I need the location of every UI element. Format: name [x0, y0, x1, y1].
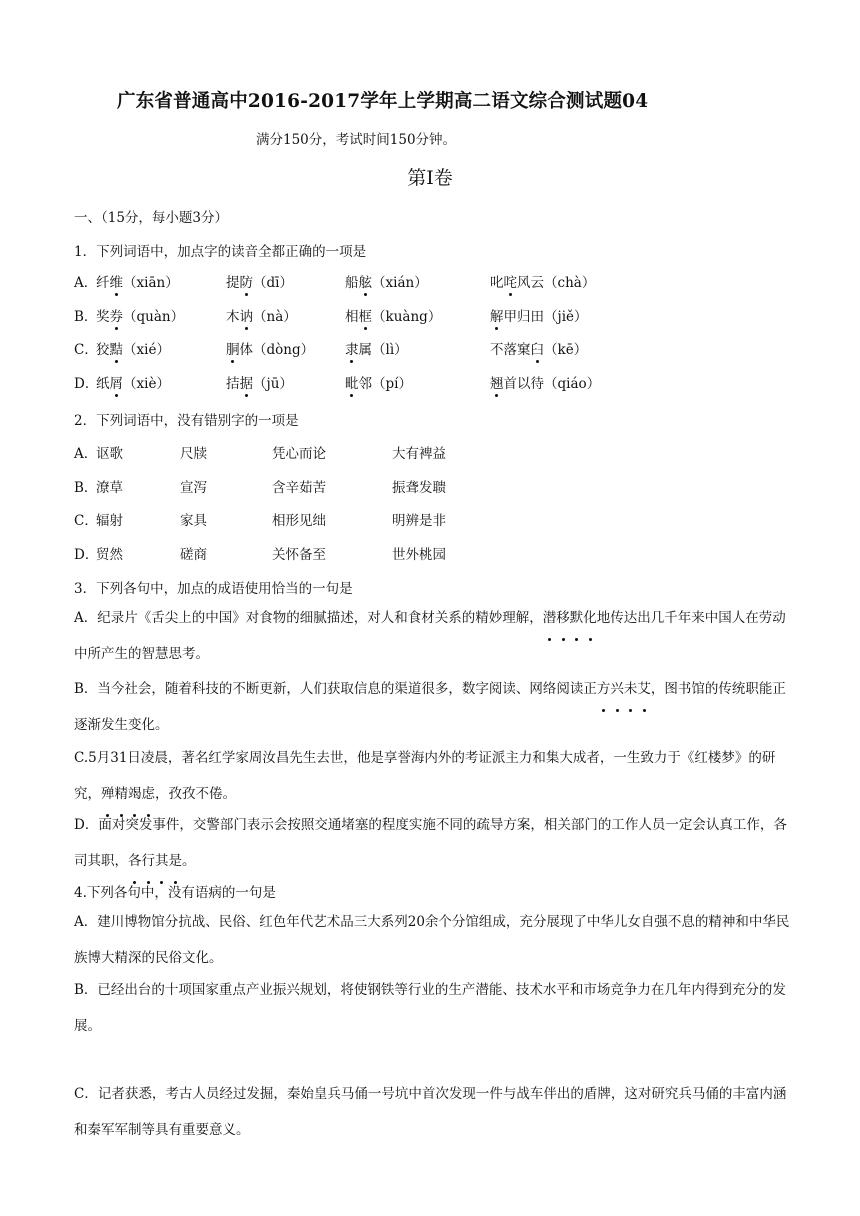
q1-option-row-0-col-4: 叱咤风云（chà）	[490, 271, 595, 291]
q2-option-row-3-col-0: D．	[74, 546, 99, 563]
dotted-idiom: 正方兴未艾	[583, 681, 651, 697]
q1-option-row-1-col-4: 解甲归田（jiě）	[490, 305, 588, 325]
q1-option-row-0-col-2: 提防（dī）	[226, 271, 293, 291]
q3-option-b: B．当今社会，随着科技的不断更新，人们获取信息的渠道很多，数字阅读、网络阅读正方兴未艾，图书馆的传统职能正逐渐发生变化。	[74, 671, 794, 743]
q1-option-row-3-col-2: 拮据（jū）	[226, 372, 293, 392]
q2-option-row-3-col-2: 磋商	[180, 546, 207, 563]
q2-option-row-0-col-2: 尺牍	[180, 446, 207, 462]
q2-option-row-2-col-4: 明辨是非	[392, 513, 446, 529]
q2-option-row-3-col-4: 世外桃园	[392, 546, 446, 563]
q1-option-row-2-col-0: C．	[74, 342, 98, 358]
q1-option-row-0-col-1: 纤维（xiān）	[96, 271, 179, 291]
q3-option-c: C.5月31日凌晨，著名红学家周汝昌先生去世，他是享誉海内外的考证派主力和集大成者，一生致力于《红楼梦》的研究，殚精竭虑，孜孜不倦。	[74, 740, 794, 812]
q2-option-row-1-col-0: B．	[74, 479, 98, 496]
q2-option-row-0-col-0: A．	[74, 446, 98, 462]
q1-option-row-2-col-3: 隶属（lì）	[345, 338, 408, 358]
q1-option-row-3-col-0: D．	[74, 375, 99, 392]
q1-option-row-0-col-0: A．	[74, 275, 98, 291]
q2-option-row-2-col-0: C．	[74, 513, 98, 529]
q2-option-row-1-col-1: 潦草	[96, 479, 123, 496]
q3-stem: 3．下列各句中，加点的成语使用恰当的一句是	[74, 581, 353, 597]
section-heading: 一、（15分，每小题3分）	[74, 210, 229, 226]
q4-option-b: B．已经出台的十项国家重点产业振兴规划，将使钢铁等行业的生产潜能、技术水平和市场竞争力在几年内得到充分的发展。	[74, 982, 786, 1034]
q2-option-row-3-col-3: 关怀备至	[272, 546, 326, 563]
volume-heading: 第Ⅰ卷	[407, 167, 453, 189]
dotted-idiom: 潜移默化	[543, 610, 597, 626]
q1-option-row-1-col-2: 木讷（nà）	[226, 305, 297, 325]
q2-option-row-1-col-4: 振聋发聩	[392, 479, 446, 496]
q1-option-row-3-col-4: 翘首以待（qiáo）	[490, 372, 600, 392]
q1-option-row-2-col-1: 狡黠（xié）	[96, 338, 170, 358]
q3-option-a: A．纪录片《舌尖上的中国》对食物的细腻描述，对人和食材关系的精妙理解，潜移默化地传达出几千年来中国人在劳动中所产生的智慧思考。	[74, 600, 794, 672]
q1-option-row-0-col-3: 船舷（xián）	[345, 271, 428, 291]
q2-option-row-1-col-3: 含辛茹苦	[272, 479, 326, 496]
q2-option-row-2-col-1: 辐射	[96, 513, 123, 529]
q1-option-row-1-col-3: 相框（kuàng）	[345, 305, 441, 325]
q2-option-row-2-col-2: 家具	[180, 513, 207, 529]
q4-option-c: C．记者获悉，考古人员经过发掘，秦始皇兵马俑一号坑中首次发现一件与战车伴出的盾牌，这对研究兵马俑的丰富内涵和秦军军制等具有重要意义。	[74, 1086, 787, 1138]
q2-option-row-1-col-2: 宣泻	[180, 479, 207, 496]
q2-option-row-0-col-3: 凭心而论	[272, 446, 326, 462]
q2-option-row-0-col-1: 讴歌	[96, 446, 123, 462]
q2-stem: 2．下列词语中，没有错别字的一项是	[74, 413, 299, 429]
q1-option-row-2-col-4: 不落窠臼（kē）	[490, 338, 587, 358]
q1-option-row-1-col-0: B．	[74, 308, 98, 325]
q2-option-row-0-col-4: 大有裨益	[392, 446, 446, 462]
q2-option-row-3-col-1: 贸然	[96, 546, 123, 563]
q1-option-row-2-col-2: 胴体（dòng）	[226, 338, 314, 358]
dotted-idiom: 殚精竭虑	[101, 786, 155, 802]
q4-stem: 4.下列各句中，没有语病的一句是	[74, 885, 276, 901]
q2-option-row-2-col-3: 相形见绌	[272, 513, 326, 529]
q1-stem: 1．下列词语中，加点字的读音全都正确的一项是	[74, 244, 367, 260]
q4-option-a: A．建川博物馆分抗战、民俗、红色年代艺术品三大系列20余个分馆组成，充分展现了中华儿女自强不息的精神和中华民族博大精深的民俗文化。	[74, 914, 790, 966]
dotted-idiom: 各行其是	[128, 853, 182, 869]
q1-option-row-1-col-1: 奖券（quàn）	[96, 305, 184, 325]
q1-option-row-3-col-1: 纸屑（xiè）	[96, 372, 170, 392]
exam-info: 满分150分，考试时间150分钟。	[256, 132, 457, 148]
q1-option-row-3-col-3: 毗邻（pí）	[345, 372, 412, 392]
page-title: 广东省普通高中2016-2017学年上学期高二语文综合测试题04	[117, 91, 649, 112]
q3-option-d: D．面对突发事件，交警部门表示会按照交通堵塞的程度实施不同的疏导方案，相关部门的工作人员一定会认真工作，各司其职，各行其是。	[74, 807, 794, 879]
